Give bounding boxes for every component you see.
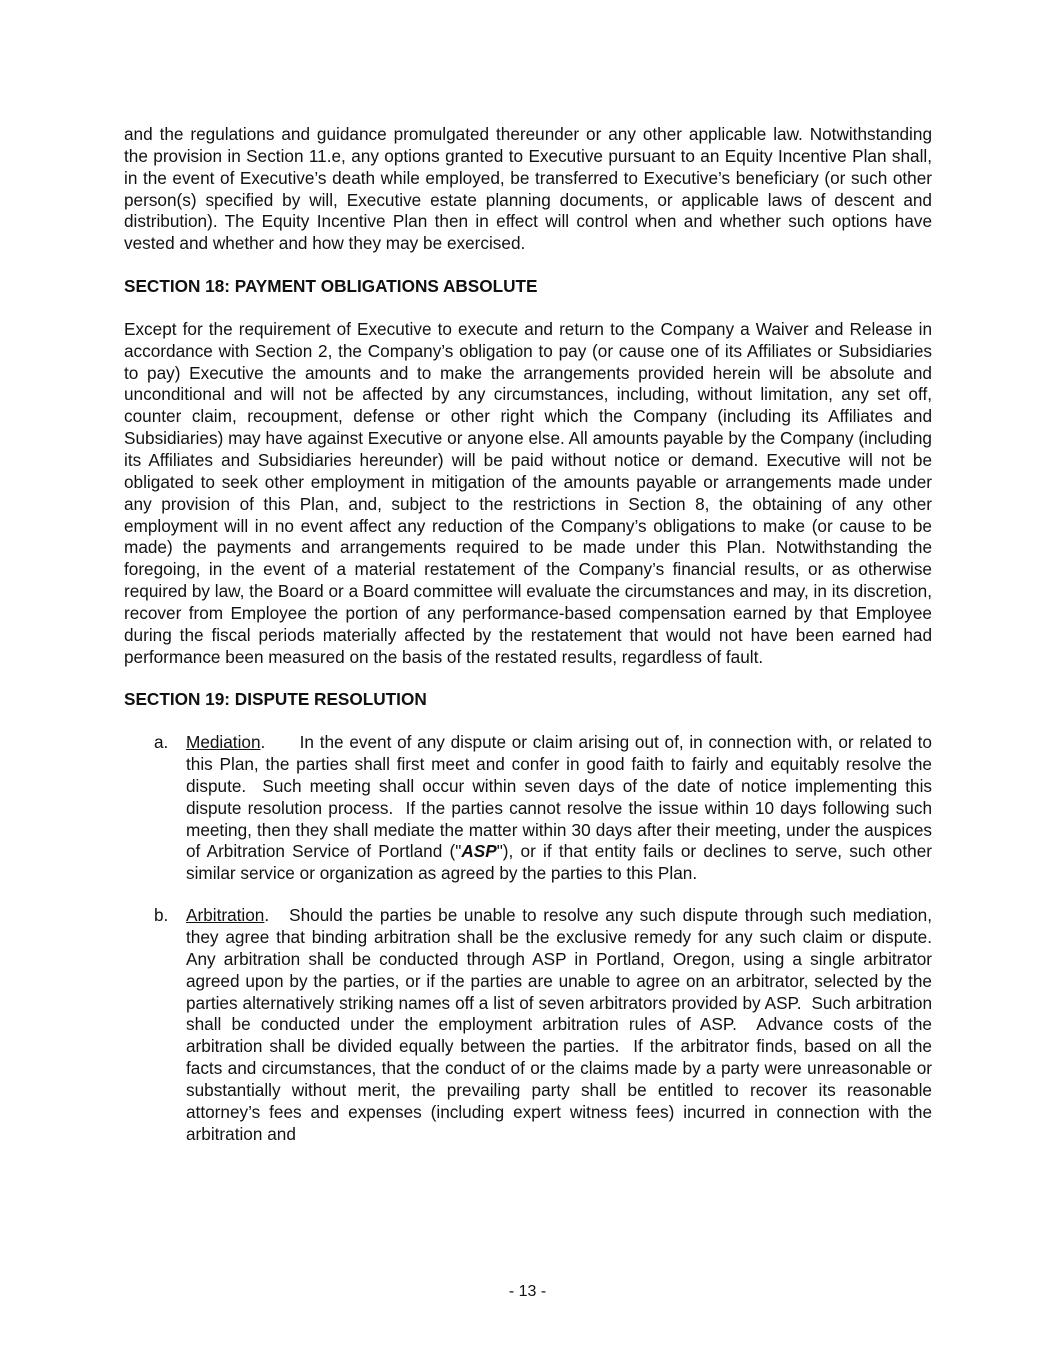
page-number: - 13 - xyxy=(508,1283,547,1300)
list-item-mediation xyxy=(154,732,937,885)
section-18-body: Except for the requirement of Executive to execute and return to the Company a Waiver and Release in accordance with Section 2, the Company’s obligation to pay (or cause one of its Affiliates or Subsidiaries to pay) Executive the amounts and to make the arrangements provided herein will be absolute and unconditional and will not be affected by any circumstances, including, without limitation, any set off, counter claim, recoupment, defense or other right which the Company (including its Affiliates and Subsidiaries) may have against Executive or anyone else. All amounts payable by the Company (including its Affiliates and Subsidiaries hereunder) will be paid without notice or demand. Executive will not be obligated to seek other employment in mitigation of the amounts payable or arrangements made under any provision of this Plan, and, subject to the restrictions in Section 8, the obtaining of any other employment will in no event affect any reduction of the Company’s obligations to make (or cause to be made) the payments and arrangements required to be made under this Plan. Notwithstanding the foregoing, in the event of a material restatement of the Company’s financial results, or as otherwise required by law, the Board or a Board committee will evaluate the circumstances and may, in its discretion, recover from Employee the portion of any performance-based compensation earned by that Employee during the fiscal periods materially affected by the restatement that would not have been earned had performance been measured on the basis of the restated results, regardless of fault. xyxy=(124,318,932,667)
mediation-body-2: "), or if that entity fails or declines to serve, such other similar service or organization as agreed by the parties to this Plan. xyxy=(186,841,932,884)
mediation-title: Mediation xyxy=(186,732,261,753)
defined-term-asp: ASP xyxy=(461,841,497,862)
list-marker: b. xyxy=(154,905,169,926)
arbitration-body: . Should the parties be unable to resolve any such dispute through such mediation, they agree that binding arbitration shall be the exclusive remedy for any such claim or dispute. Any arbitration shall be conducted through ASP in Portland, Oregon, using a single arbitrator agreed upon by the parties, or if the parties are unable to agree on an arbitrator, selected by the parties alternatively striking names off a list of seven arbitrators provided by ASP. Such arbitration shall be conducted under the employment arbitration rules of ASP. Advance costs of the arbitration shall be divided equally between the parties. If the arbitrator finds, based on all the facts and circumstances, that the conduct of or the claims made by a party were unreasonable or substantially without merit, the prevailing party shall be entitled to recover its reasonable attorney’s fees and expenses (including expert witness fees) incurred in connection with the arbitration and xyxy=(186,905,942,1144)
intro-paragraph: and the regulations and guidance promulgated thereunder or any other applicable law. Notwithstanding the provision in Section 11.e, any options granted to Executive pursuant to an Equity Incentive Plan shall, in the event of Executive’s death while employed, be transferred to Executive’s beneficiary (or such other person(s) specified by will, Executive estate planning documents, or applicable laws of descent and distribution). The Equity Incentive Plan then in effect will control when and whether such options have vested and whether and how they may be exercised. xyxy=(124,124,932,254)
section-18-heading: SECTION 18: PAYMENT OBLIGATIONS ABSOLUTE xyxy=(124,276,538,297)
mediation-body-1: . In the event of any dispute or claim arising out of, in connection with, or related to this Plan, the parties shall first meet and confer in good faith to fairly and equitably resolve the dispute. Such meeting shall occur within seven days of the date of notice implementing this dispute resolution process. If the parties cannot resolve the issue within 10 days following such meeting, then they shall mediate the matter within 30 days after their meeting, under the auspices of Arbitration Service of Portland (" xyxy=(186,732,937,862)
list-item-arbitration xyxy=(154,905,942,1145)
arbitration-title: Arbitration xyxy=(186,905,265,926)
document-page xyxy=(124,124,942,1165)
dispute-resolution-list xyxy=(124,732,942,1145)
arbitration-text xyxy=(186,905,942,1145)
list-marker: a. xyxy=(154,732,169,753)
section-19-heading: SECTION 19: DISPUTE RESOLUTION xyxy=(124,689,427,710)
mediation-text xyxy=(186,732,937,885)
